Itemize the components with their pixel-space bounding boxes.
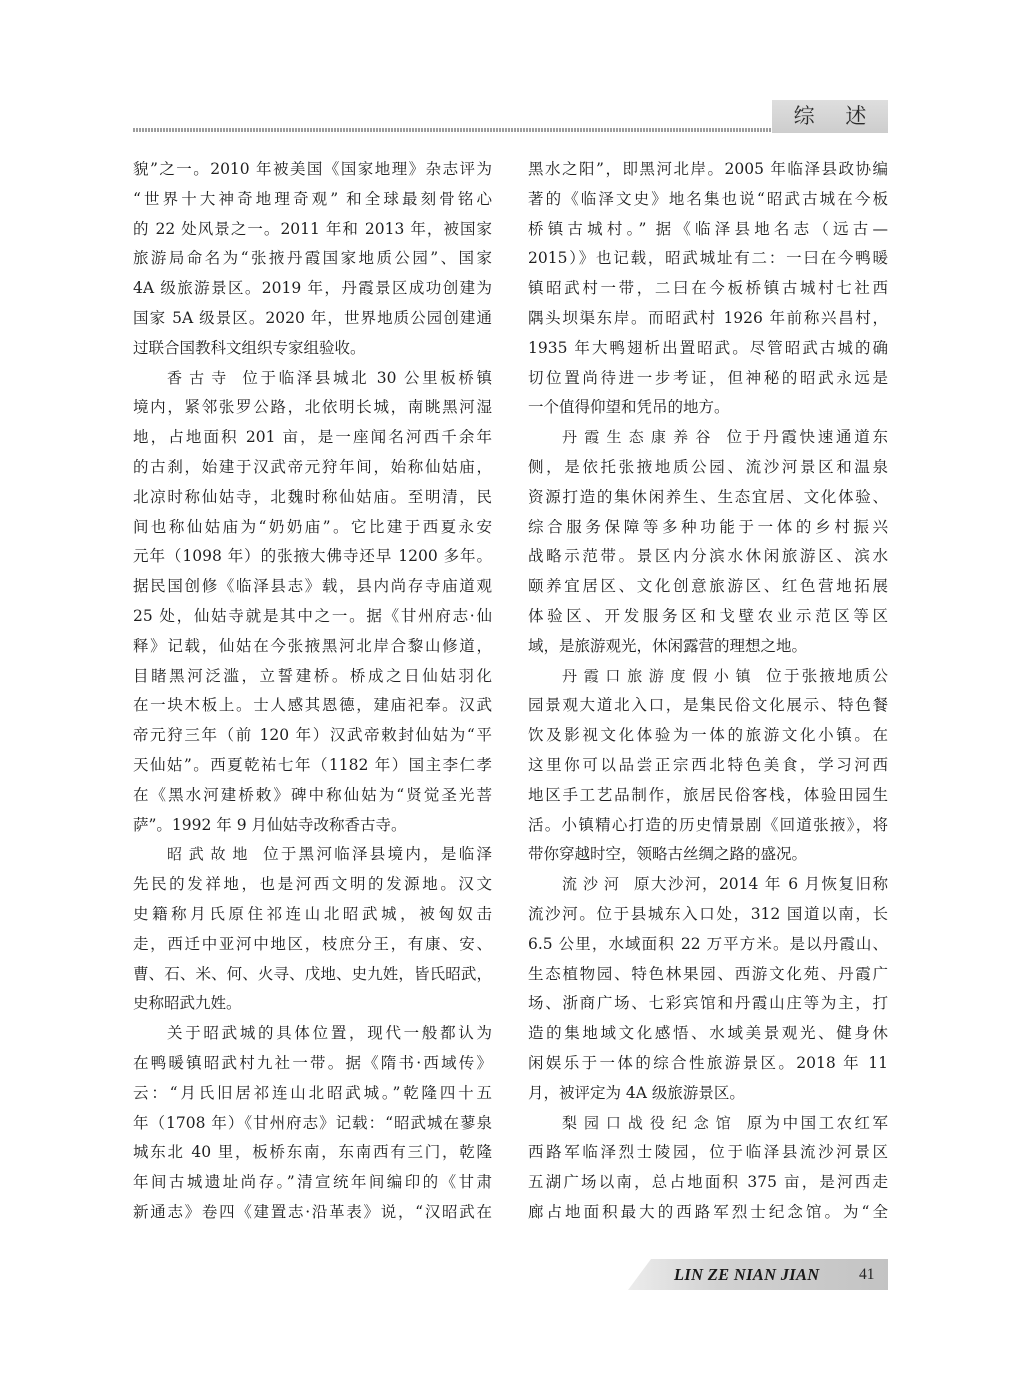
entry-title: 流沙河 bbox=[562, 875, 625, 894]
text-line: 国家 5A 级景区。2020 年，世界地质公园创建通 bbox=[133, 308, 492, 327]
text-line: 饮及影视文化体验为一体的旅游文化小镇。在 bbox=[528, 726, 888, 745]
section-tab: 综 述 bbox=[772, 100, 888, 133]
journal-name: LIN ZE NIAN JIAN bbox=[674, 1265, 820, 1284]
text-line bbox=[528, 662, 888, 692]
text-line: 在《黑水河建桥敕》碑中称仙姑为“贤觉圣光菩 bbox=[133, 785, 492, 804]
text-line: 走，西迁中亚河中地区，枝庶分王，有康、安、 bbox=[133, 934, 492, 953]
text-line: 著的《临泽文史》地名集也说“昭武古城在今板 bbox=[528, 189, 888, 208]
text-line: 天仙姑”。西夏乾祐七年（1182 年）国主李仁孝 bbox=[133, 755, 492, 774]
text-line: 活。小镇精心打造的历史情景剧《回道张掖》，将 bbox=[528, 815, 888, 834]
text-line: 据民国创修《临泽县志》载，县内尚存寺庙道观 bbox=[133, 577, 492, 596]
text-line: 流沙河。位于县城东入口处，312 国道以南，长 bbox=[528, 904, 888, 923]
text-line: 桥镇古城村。” 据《临泽县地名志（远古— bbox=[528, 219, 888, 238]
text-line: 地区手工艺品制作，旅居民俗客栈，体验田园生 bbox=[528, 785, 888, 804]
text-line: 切位置尚待进一步考证，但神秘的昭武永远是 bbox=[528, 368, 888, 387]
text-run: 原大沙河，2014 年 6 月恢复旧称 bbox=[633, 875, 888, 894]
entry-title: 丹霞生态康养谷 bbox=[562, 428, 718, 447]
text-line: 25 处，仙姑寺就是其中之一。据《甘州府志·仙 bbox=[133, 606, 492, 625]
text-line bbox=[133, 364, 492, 394]
text-run: 位于丹霞快速通道东 bbox=[726, 428, 888, 447]
left-column bbox=[133, 155, 492, 1228]
entry-paragraph bbox=[528, 870, 888, 1108]
text-line: 战略示范带。景区内分滨水休闲旅游区、滨水 bbox=[528, 547, 888, 566]
text-line: 园景观大道北入口，是集民俗文化展示、特色餐 bbox=[528, 696, 888, 715]
text-line: 过联合国教科文组织专家组验收。 bbox=[133, 338, 366, 357]
text-line: 体验区、开发服务区和戈壁农业示范区等区 bbox=[528, 606, 888, 625]
entry-title: 丹霞口旅游度假小镇 bbox=[562, 666, 758, 685]
entry-paragraph bbox=[528, 423, 888, 661]
text-line: 场、浙商广场、七彩宾馆和丹霞山庄等为主，打 bbox=[528, 994, 888, 1013]
text-line: 史籍称月氏原住祁连山北昭武城，被匈奴击 bbox=[133, 904, 492, 923]
paragraph-continued bbox=[133, 155, 492, 364]
text-line: 关于昭武城的具体位置，现代一般都认为 bbox=[167, 1024, 492, 1043]
text-line: 域，是旅游观光，休闲露营的理想之地。 bbox=[528, 636, 808, 655]
entry-title: 香古寺 bbox=[167, 368, 234, 387]
text-line: 4A 级旅游景区。2019 年，丹霞景区成功创建为 bbox=[133, 279, 492, 298]
text-line: 貌”之一。2010 年被美国《国家地理》杂志评为 bbox=[133, 160, 492, 178]
text-line: 6.5 公里，水域面积 22 万平方米。是以丹霞山、 bbox=[528, 934, 888, 953]
text-line: 颐养宜居区、文化创意旅游区、红色营地拓展 bbox=[528, 577, 888, 596]
text-line: 北凉时称仙姑寺，北魏时称仙姑庙。至明清，民 bbox=[133, 487, 492, 506]
entry-paragraph bbox=[133, 364, 492, 841]
text-line: 新通志》卷四《建置志·沿革表》说，“汉昭武在 bbox=[133, 1202, 492, 1221]
text-line: 五湖广场以南，总占地面积 375 亩，是河西走 bbox=[528, 1173, 888, 1192]
text-line: 2015）》也记载，昭武城址有二：一曰在今鸭暖 bbox=[528, 249, 888, 268]
text-line bbox=[133, 840, 492, 870]
entry-paragraph bbox=[528, 662, 888, 871]
text-line: 帝元狩三年（前 120 年）汉武帝敕封仙姑为“平 bbox=[133, 726, 492, 745]
text-line: 元年（1098 年）的张掖大佛寺还早 1200 多年。 bbox=[133, 547, 492, 566]
text-line: 史称昭武九姓。 bbox=[133, 994, 242, 1013]
text-line: 资源打造的集休闲养生、生态宜居、文化体验、 bbox=[528, 487, 888, 506]
text-line: 在鸭暖镇昭武村九社一带。据《隋书·西域传》 bbox=[133, 1053, 492, 1072]
text-line: 城东北 40 里，板桥东南，东南西有三门，乾隆 bbox=[133, 1143, 492, 1162]
text-line: 旅游局命名为“张掖丹霞国家地质公园”、国家 bbox=[133, 249, 492, 268]
page-number: 41 bbox=[859, 1266, 875, 1283]
text-line bbox=[528, 1109, 888, 1139]
text-line: 1935 年大鸭翅析出置昭武。尽管昭武古城的确 bbox=[528, 338, 888, 357]
text-line: 萨”。1992 年 9 月仙姑寺改称香古寺。 bbox=[133, 815, 407, 834]
text-line: 这里你可以品尝正宗西北特色美食，学习河西 bbox=[528, 755, 888, 774]
text-line: 黑水之阳”，即黑河北岸。2005 年临泽县政协编 bbox=[528, 160, 888, 178]
text-line: 间也称仙姑庙为“奶奶庙”。它比建于西夏永安 bbox=[133, 517, 492, 536]
text-line: 境内，紧邻张罗公路，北依明长城，南眺黑河湿 bbox=[133, 398, 492, 417]
text-line: 地，占地面积 201 亩，是一座闻名河西千余年 bbox=[133, 428, 492, 447]
text-line: 廊占地面积最大的西路军烈士纪念馆。为“全 bbox=[528, 1202, 888, 1221]
entry-title: 梨园口战役纪念馆 bbox=[562, 1113, 738, 1132]
entry-paragraph bbox=[528, 1109, 888, 1228]
text-line: 月，被评定为 4A 级旅游景区。 bbox=[528, 1083, 745, 1102]
header-dotted-rule bbox=[133, 128, 772, 132]
text-line: 云：“月氏旧居祁连山北昭武城。”乾隆四十五 bbox=[133, 1083, 492, 1102]
entry-title: 昭武故地 bbox=[167, 845, 255, 864]
text-line bbox=[528, 870, 888, 900]
text-run: 位于黑河临泽县境内，是临泽 bbox=[263, 845, 492, 864]
text-line: 的 22 处风景之一。2011 年和 2013 年，被国家 bbox=[133, 219, 492, 238]
text-line: 一个值得仰望和凭吊的地方。 bbox=[528, 398, 730, 417]
text-line: 年（1708 年）《甘州府志》记载：“昭武城在蓼泉 bbox=[133, 1113, 492, 1132]
text-line: 目睹黑河泛滥，立誓建桥。桥成之日仙姑羽化 bbox=[133, 666, 492, 685]
text-line: 侧，是依托张掖地质公园、流沙河景区和温泉 bbox=[528, 457, 888, 476]
text-line: 的古刹，始建于汉武帝元狩年间，始称仙姑庙， bbox=[133, 457, 492, 476]
text-line: 生态植物园、特色林果园、西游文化苑、丹霞广 bbox=[528, 964, 888, 983]
text-line bbox=[528, 423, 888, 453]
text-run: 原为中国工农红军 bbox=[746, 1113, 888, 1132]
text-line: 西路军临泽烈士陵园，位于临泽县流沙河景区 bbox=[528, 1143, 888, 1162]
text-line: 先民的发祥地，也是河西文明的发源地。汉文 bbox=[133, 875, 492, 894]
text-line: “世界十大神奇地理奇观” 和全球最刻骨铭心 bbox=[133, 189, 492, 208]
paragraph bbox=[133, 1019, 492, 1228]
text-line: 镇昭武村一带，二曰在今板桥镇古城村七社西 bbox=[528, 279, 888, 298]
entry-paragraph bbox=[133, 840, 492, 1019]
text-line: 在一块木板上。士人感其恩德，建庙祀奉。汉武 bbox=[133, 696, 492, 715]
text-line: 带你穿越时空，领略古丝绸之路的盛况。 bbox=[528, 845, 808, 864]
text-line: 曹、石、米、何、火寻、戊地、史九姓，皆氏昭武， bbox=[133, 964, 492, 983]
text-run: 位于临泽县城北 30 公里板桥镇 bbox=[242, 368, 492, 387]
paragraph-continued bbox=[528, 155, 888, 423]
text-line: 闲娱乐于一体的综合性旅游景区。2018 年 11 bbox=[528, 1053, 888, 1072]
text-line: 综合服务保障等多种功能于一体的乡村振兴 bbox=[528, 517, 888, 536]
text-line: 年间古城遗址尚存。”清宣统年间编印的《甘肃 bbox=[133, 1173, 492, 1192]
right-column bbox=[528, 155, 888, 1228]
text-line: 释》记载，仙姑在今张掖黑河北岸合黎山修道， bbox=[133, 636, 492, 655]
text-line: 隅头坝渠东岸。而昭武村 1926 年前称兴昌村， bbox=[528, 308, 888, 327]
text-run: 位于张掖地质公 bbox=[766, 666, 888, 685]
text-line: 造的集地域文化感悟、水域美景观光、健身休 bbox=[528, 1024, 888, 1043]
